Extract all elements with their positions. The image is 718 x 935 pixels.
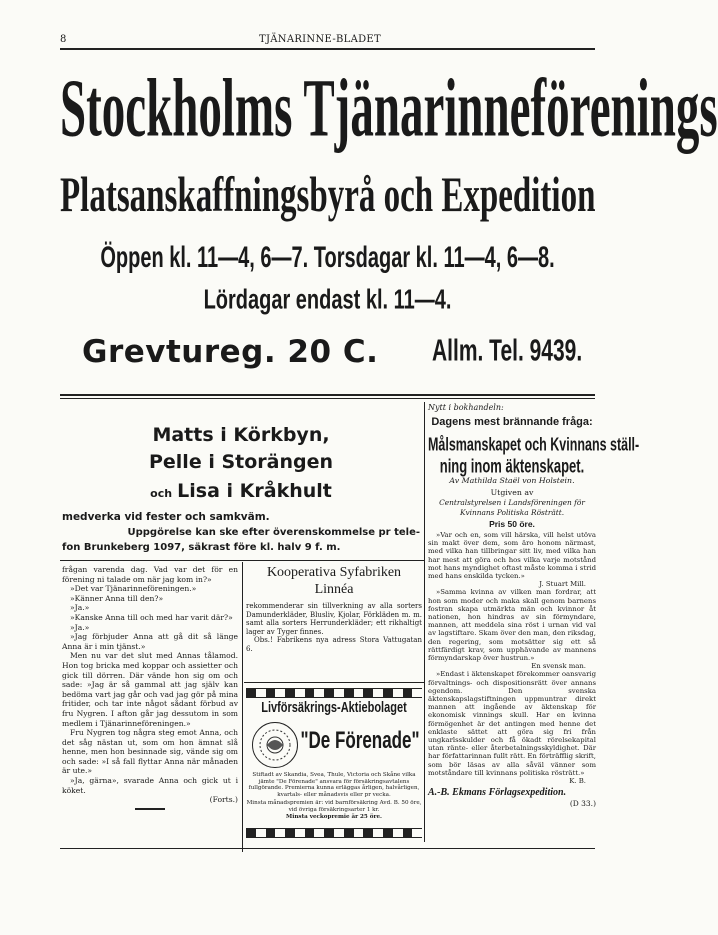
- nytt-label: Nytt i bokhandeln:: [428, 403, 504, 412]
- insurance-premium-weekly: Minsta veckopremie är 25 öre.: [286, 814, 382, 820]
- story-signoff: (Forts.): [209, 795, 238, 805]
- matts-line3: Lisa i Kråkhult: [177, 480, 332, 502]
- kooperativa-body: rekommenderar sin tillverkning av alla sorters Damunderkläder, Blusliv, Kjolar, Förkläden m. m. samt alla sorters Herrunderkläder; ett rikhaltigt lager av Tyger finnes.: [246, 602, 422, 636]
- story-paragraph: frågan varenda dag. Vad var det för en förening ni talade om när jag kom in?»: [62, 565, 238, 584]
- page-number: 8: [60, 34, 67, 45]
- book-title-line2: ning inom äktenskapet.: [439, 454, 585, 477]
- book-publisher-line2: Kvinnans Politiska Rösträtt.: [459, 508, 565, 517]
- insurance-name: "De Förenade": [300, 727, 420, 754]
- main-ad-title: Stockholms Tjänarinneförenings: [60, 63, 718, 155]
- quote-mill-attribution: J. Stuart Mill.: [539, 580, 586, 589]
- quote-mill: »Var och en, som vill härska, vill helst utöva sin makt över dem, som äro honom närmast, med vilka han tillbringar sitt liv, med vilka han har mest att göra och hos vilka varje motstånd mot hans myndighet oftast måste komma i strid med hans enskilda tycken.»: [428, 531, 596, 581]
- insurance-body: Stiftadt av Skandia, Svea, Thule, Victoria och Skåne vilka jämte "De Förenade" ansvara för försäkringsavtalens fullgörande. Premierna kunna erläggas årligen, halvårligen, kvartals- eller månadsvis eller pr vecka.: [248, 772, 420, 798]
- story-paragraph: »Känner Anna till den?»: [70, 593, 164, 603]
- publisher-footer: A.-B. Ekmans Förlagsexpedition.: [428, 787, 567, 799]
- insurance-border-bottom: [246, 828, 422, 838]
- matts-rule: [60, 560, 424, 561]
- insurance-title: Livförsäkrings-Aktiebolaget: [261, 700, 407, 716]
- matts-line6: fon Brunkeberg 1097, säkrast före kl. halv 9 f. m.: [62, 542, 341, 553]
- matts-line2: Pelle i Storängen: [148, 451, 334, 473]
- kooperativa-title: Kooperativa Syfabriken: [266, 565, 402, 580]
- quote-svensk-man: »Samma kvinna av vilken man fordrar, att hon som moder och maka skall genom barnens fostran skapa utmärkta män och kvinnor åt nationen, hon hindras av sin förmyndare, mannen, att meddela sina röst i urnan vid val av lagstiftare. Skam över den man, den riksdag, den regering, som motsätter sig ett så rättfärdigt krav, som upphävande av mannens förmyndarskap över hustrun.»: [428, 588, 596, 663]
- section-rule-top: [60, 394, 595, 396]
- story-paragraph: Men nu var det slut med Annas tålamod. Hon tog bricka med koppar och assietter och gick till dörren. Där vände hon sig om och sade: »Jag är så gammal att jag själv kan bedöma vart jag går och vad jag gör på mina fritider, och tar inte något sådant förbud av fru Nygren. I afton går jag dessutom in som medlem i Tjänarinneföreningen.»: [62, 651, 238, 728]
- story-end-rule: [135, 808, 165, 810]
- publisher-code: (D 33.): [569, 799, 596, 809]
- matts-line5: Uppgörelse kan ske efter överenskommelse pr tele-: [127, 527, 420, 538]
- main-ad-hours: Öppen kl. 11—4, 6—7. Torsdagar kl. 11—4, 6—8.: [100, 241, 555, 275]
- kooperativa-subtitle: Linnéa: [314, 582, 354, 597]
- main-ad: [60, 52, 718, 382]
- running-title: TJÄNARINNE-BLADET: [258, 34, 381, 45]
- main-ad-subtitle: Platsanskaffningsbyrå och Expedition: [60, 169, 596, 223]
- story-paragraph: »Det var Tjänarinneföreningen.»: [70, 584, 197, 594]
- story-paragraph: Fru Nygren tog några steg emot Anna, och det såg nästan ut, som om hon ämnat slå henne, men hon besinnade sig, vände sig om och sade: »I så fall flyttar Anna när månaden är ute.»: [62, 728, 238, 776]
- wreath-icon: [253, 723, 297, 767]
- story-divider: [242, 562, 243, 852]
- quote-kb-attribution: K. B.: [569, 777, 586, 786]
- column-divider: [424, 402, 425, 842]
- insurance-emblem: [252, 722, 298, 768]
- book-author: Av Mathilda Staël von Holstein.: [449, 476, 575, 485]
- matts-line4: medverka vid fester och samkväm.: [62, 511, 270, 523]
- matts-ad: [60, 414, 422, 559]
- book-headline: Dagens mest brännande fråga:: [431, 416, 593, 428]
- section-rule-bottom: [60, 398, 595, 399]
- story-paragraph: »Ja, gärna», svarade Anna och gick ut i köket.: [62, 776, 238, 795]
- insurance-ad: [246, 688, 422, 843]
- right-column: [428, 402, 640, 809]
- story-paragraph: »Ja.»: [70, 603, 90, 613]
- kooperativa-note: Obs.! Fabrikens nya adress Stora Vattugatan 6.: [246, 636, 422, 653]
- story-paragraph: »Kanske Anna till och med har varit där?»: [70, 612, 233, 622]
- book-title-line1: Målsmanskapet och Kvinnans ställ-: [428, 434, 640, 455]
- story-column: [62, 565, 238, 810]
- matts-line1: Matts i Körkbyn,: [152, 424, 330, 446]
- header-rule: [60, 48, 595, 50]
- insurance-border-top: [246, 688, 422, 698]
- main-ad-address: Grevtureg. 20 C.: [82, 334, 379, 370]
- book-price: Pris 50 öre.: [489, 519, 535, 529]
- matts-och: och: [150, 487, 173, 500]
- kooperativa-ad: [246, 564, 422, 676]
- quote-svensk-man-attribution: En svensk man.: [531, 662, 586, 671]
- story-paragraph: »Ja.»: [70, 622, 90, 632]
- insurance-premium-monthly: Minsta månadspremien är: vid barnförsäkring Avd. B. 50 öre, vid övriga försäkringsarter 1 kr.: [246, 800, 422, 813]
- story-paragraph: »Jag förbjuder Anna att gå dit så länge Anna är i min tjänst.»: [62, 632, 238, 651]
- book-publisher-line1: Centralstyrelsen i Landsföreningen för: [439, 498, 585, 507]
- main-ad-phone: Allm. Tel. 9439.: [432, 334, 583, 368]
- kooperativa-rule: [244, 682, 424, 683]
- main-ad-saturday: Lördagar endast kl. 11—4.: [203, 284, 452, 316]
- bottom-rule: [60, 848, 595, 849]
- book-utgiven: Utgiven av: [490, 488, 534, 497]
- quote-kb: »Endast i äktenskapet förekommer oansvarig förvaltnings- och dispositionsrätt över annans egendom. Den svenska äktenskapslagstiftningen uppmuntrar direkt mannen att ingående av äktenskap för ekonomisk vinnings skull. Har en kvinna förmögenhet är det antingen med henne det enklaste sättet att göra sig fri från ungkarlsskulder och få ökadt rörelsekapital utan ränte- eller återbetalningsskyldighet. Där har författarinnan fullt rätt. En förträfflig skrift, som bör läsas av alla såväl vänner som motståndare till kvinnans politiska rösträtt.»: [428, 670, 596, 777]
